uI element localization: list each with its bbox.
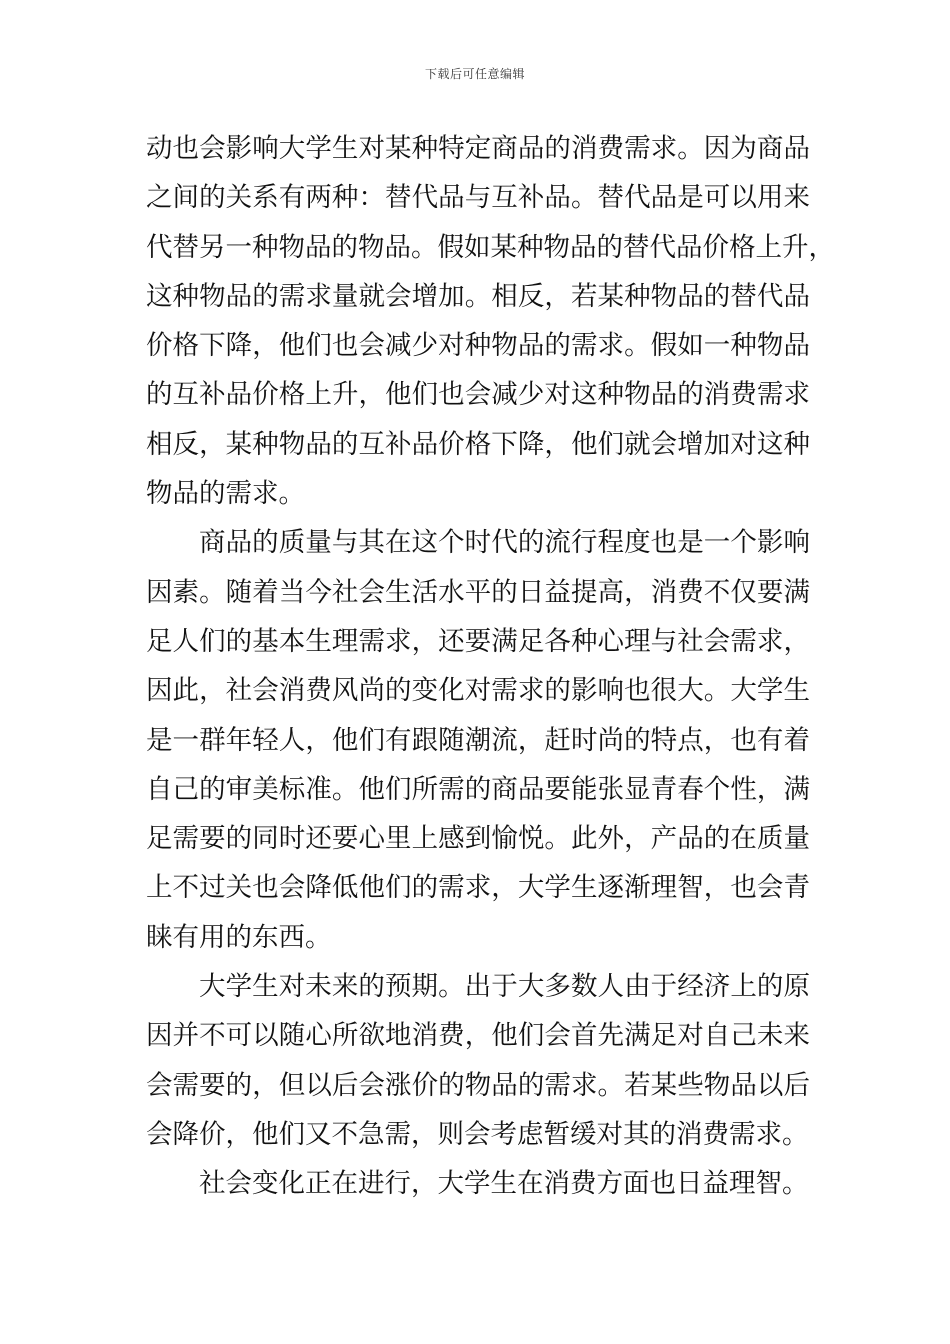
text-line: 代替另一种物品的物品。假如某种物品的替代品价格上升， (146, 231, 835, 263)
text-line: 自己的审美标准。他们所需的商品要能张显青春个性，满 (146, 773, 810, 805)
text-line: 因并不可以随心所欲地消费，他们会首先满足对自己未来 (146, 1020, 810, 1052)
text-line: 是一群年轻人，他们有跟随潮流，赶时尚的特点，也有着 (146, 724, 810, 756)
text-line: 社会变化正在进行，大学生在消费方面也日益理智。 (199, 1168, 809, 1200)
text-line: 商品的质量与其在这个时代的流行程度也是一个影响 (199, 527, 810, 559)
text-line: 价格下降，他们也会减少对种物品的需求。假如一种物品 (146, 330, 810, 362)
text-line: 因此，社会消费风尚的变化对需求的影响也很大。大学生 (146, 675, 810, 707)
text-line: 足人们的基本生理需求，还要满足各种心理与社会需求， (146, 625, 810, 657)
text-line: 会需要的，但以后会涨价的物品的需求。若某些物品以后 (146, 1069, 810, 1101)
text-line: 大学生对未来的预期。出于大多数人由于经济上的原 (199, 971, 810, 1003)
text-line: 这种物品的需求量就会增加。相反，若某种物品的替代品 (146, 280, 810, 312)
text-line: 之间的关系有两种：替代品与互补品。替代品是可以用来 (146, 182, 810, 214)
text-line: 的互补品价格上升，他们也会减少对这种物品的消费需求 (146, 379, 810, 411)
text-line: 会降价，他们又不急需，则会考虑暂缓对其的消费需求。 (146, 1118, 809, 1150)
page-header-note: 下载后可任意编辑 (424, 67, 525, 81)
text-line: 动也会影响大学生对某种特定商品的消费需求。因为商品 (146, 133, 810, 164)
text-line: 上不过关也会降低他们的需求，大学生逐渐理智，也会青 (146, 872, 810, 904)
text-line: 足需要的同时还要心里上感到愉悦。此外，产品的在质量 (146, 823, 810, 855)
body-text (146, 124, 835, 1209)
text-line: 相反，某种物品的互补品价格下降，他们就会增加对这种 (146, 428, 810, 460)
text-line: 因素。随着当今社会生活水平的日益提高，消费不仅要满 (146, 576, 810, 608)
text-line: 睐有用的东西。 (146, 921, 332, 953)
text-line: 物品的需求。 (146, 478, 305, 510)
